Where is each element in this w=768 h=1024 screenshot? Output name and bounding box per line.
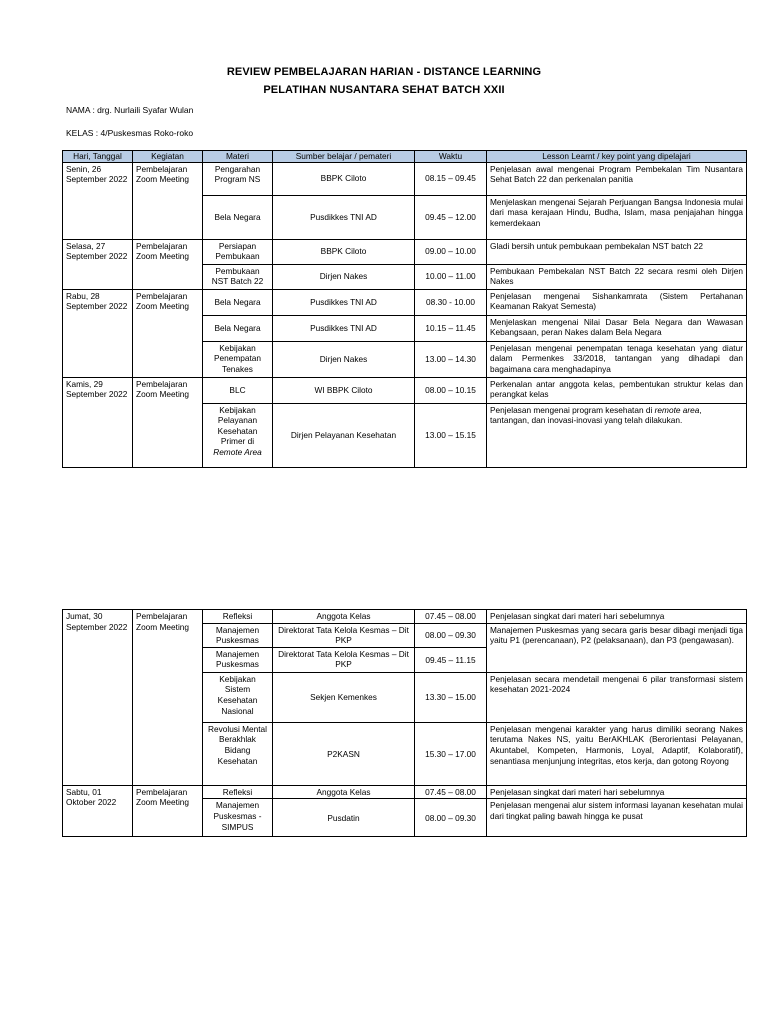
sumber-cell: BBPK Ciloto bbox=[273, 239, 415, 264]
waktu-cell: 09.00 – 10.00 bbox=[415, 239, 487, 264]
table-row bbox=[63, 610, 747, 624]
materi-cell: Bela Negara bbox=[203, 315, 273, 341]
header-kegiatan: Kegiatan bbox=[133, 151, 203, 163]
day-cell: Rabu, 28 September 2022 bbox=[63, 289, 133, 377]
materi-cell: Pembukaan NST Batch 22 bbox=[203, 264, 273, 289]
header-sumber: Sumber belajar / pemateri bbox=[273, 151, 415, 163]
materi-cell: Refleksi bbox=[203, 785, 273, 799]
waktu-cell: 08.00 – 10.15 bbox=[415, 377, 487, 403]
sumber-cell: Pusdikkes TNI AD bbox=[273, 315, 415, 341]
waktu-cell: 13.00 – 15.15 bbox=[415, 403, 487, 467]
sumber-cell: Direktorat Tata Kelola Kesmas – Dit PKP bbox=[273, 647, 415, 672]
waktu-cell: 08.15 – 09.45 bbox=[415, 162, 487, 195]
table-row bbox=[63, 289, 747, 315]
sumber-cell: Pusdikkes TNI AD bbox=[273, 195, 415, 239]
sumber-cell: Anggota Kelas bbox=[273, 610, 415, 624]
materi-cell: Persiapan Pembukaan bbox=[203, 239, 273, 264]
waktu-cell: 07.45 – 08.00 bbox=[415, 610, 487, 624]
activity-cell: Pembelajaran Zoom Meeting bbox=[133, 162, 203, 239]
materi-cell: Revolusi Mental Berakhlak Bidang Kesehatan bbox=[203, 722, 273, 785]
waktu-cell: 08.00 – 09.30 bbox=[415, 623, 487, 647]
lesson-cell: Menjelaskan mengenai Sejarah Perjuangan Bangsa Indonesia mulai dari masa kerajaan Hindu, Budha, Islam, masa penjajahan hingga kemerdekaan bbox=[487, 195, 747, 239]
activity-cell: Pembelajaran Zoom Meeting bbox=[133, 377, 203, 467]
header-hari-tanggal: Hari, Tanggal bbox=[63, 151, 133, 163]
activity-cell: Pembelajaran Zoom Meeting bbox=[133, 239, 203, 289]
waktu-cell: 15.30 – 17.00 bbox=[415, 722, 487, 785]
header-waktu: Waktu bbox=[415, 151, 487, 163]
schedule-table-page1 bbox=[62, 150, 747, 468]
waktu-cell: 08.00 – 09.30 bbox=[415, 799, 487, 837]
sumber-cell: Dirjen Nakes bbox=[273, 341, 415, 377]
materi-cell: Kebijakan Sistem Kesehatan Nasional bbox=[203, 672, 273, 722]
lesson-cell: Gladi bersih untuk pembukaan pembekalan NST batch 22 bbox=[487, 239, 747, 264]
waktu-cell: 08.30 - 10.00 bbox=[415, 289, 487, 315]
materi-text: Kebijakan Pelayanan Kesehatan Primer di bbox=[217, 404, 258, 447]
table-row bbox=[63, 239, 747, 264]
lesson-cell bbox=[487, 403, 747, 467]
day-cell: Jumat, 30 September 2022 bbox=[63, 610, 133, 786]
day-cell: Kamis, 29 September 2022 bbox=[63, 377, 133, 467]
materi-cell: Manajemen Puskesmas bbox=[203, 623, 273, 647]
header-lesson: Lesson Learnt / key point yang dipelajari bbox=[487, 151, 747, 163]
sumber-cell: WI BBPK Ciloto bbox=[273, 377, 415, 403]
kelas-field: KELAS : 4/Puskesmas Roko-roko bbox=[66, 128, 194, 138]
table-row bbox=[63, 785, 747, 799]
document-title: REVIEW PEMBELAJARAN HARIAN - DISTANCE LEARNING bbox=[226, 66, 542, 78]
lesson-cell: Penjelasan mengenai karakter yang harus dimiliki seorang Nakes terutama Nakes NS, yaitu BerAKHLAK (Berorientasi Pelayanan, Akuntabel, Kompeten, Harmonis, Loyal, Adaptif, Kolaboratif), senantiasa menjunjung integritas, etos kerja, dan gotong Royong bbox=[487, 722, 747, 785]
materi-cell: Bela Negara bbox=[203, 195, 273, 239]
lesson-cell: Penjelasan mengenai Sishankamrata (Sistem Pertahanan Keamanan Rakyat Semesta) bbox=[487, 289, 747, 315]
lesson-cell: Perkenalan antar anggota kelas, pembentukan struktur kelas dan perangkat kelas bbox=[487, 377, 747, 403]
materi-cell bbox=[203, 403, 273, 467]
waktu-cell: 07.45 – 08.00 bbox=[415, 785, 487, 799]
lesson-cell: Penjelasan secara mendetail mengenai 6 pilar transformasi sistem kesehatan 2021-2024 bbox=[487, 672, 747, 722]
sumber-cell: Pusdatin bbox=[273, 799, 415, 837]
lesson-cell: Penjelasan singkat dari materi hari sebelumnya bbox=[487, 785, 747, 799]
nama-field: NAMA : drg. Nurlaili Syafar Wulan bbox=[66, 105, 194, 115]
table-row bbox=[63, 377, 747, 403]
lesson-cell: Penjelasan awal mengenai Program Pembekalan Tim Nusantara Sehat Batch 22 dan perkenalan panitia bbox=[487, 162, 747, 195]
materi-cell: Pengarahan Program NS bbox=[203, 162, 273, 195]
day-cell: Senin, 26 September 2022 bbox=[63, 162, 133, 239]
materi-cell: BLC bbox=[203, 377, 273, 403]
sumber-cell: Dirjen Pelayanan Kesehatan bbox=[273, 403, 415, 467]
schedule-table-page2 bbox=[62, 609, 747, 837]
table-row bbox=[63, 162, 747, 195]
activity-cell: Pembelajaran Zoom Meeting bbox=[133, 610, 203, 786]
document-subtitle: PELATIHAN NUSANTARA SEHAT BATCH XXII bbox=[263, 84, 505, 96]
sumber-cell: Anggota Kelas bbox=[273, 785, 415, 799]
waktu-cell: 13.00 – 14.30 bbox=[415, 341, 487, 377]
lesson-cell: Menjelaskan mengenai Nilai Dasar Bela Negara dan Wawasan Kebangsaan, peran Nakes dalam Bela Negara bbox=[487, 315, 747, 341]
day-cell: Selasa, 27 September 2022 bbox=[63, 239, 133, 289]
waktu-cell: 09.45 – 12.00 bbox=[415, 195, 487, 239]
sumber-cell: BBPK Ciloto bbox=[273, 162, 415, 195]
activity-cell: Pembelajaran Zoom Meeting bbox=[133, 289, 203, 377]
sumber-cell: Dirjen Nakes bbox=[273, 264, 415, 289]
waktu-cell: 09.45 – 11.15 bbox=[415, 647, 487, 672]
materi-cell: Kebijakan Penempatan Tenakes bbox=[203, 341, 273, 377]
sumber-cell: Direktorat Tata Kelola Kesmas – Dit PKP bbox=[273, 623, 415, 647]
lesson-cell: Penjelasan mengenai penempatan tenaga kesehatan yang diatur dalam Permenkes 33/2018, tantangan yang dihadapi dan bagaimana cara menghadapinya bbox=[487, 341, 747, 377]
sumber-cell: Pusdikkes TNI AD bbox=[273, 289, 415, 315]
lesson-cell: Penjelasan singkat dari materi hari sebelumnya bbox=[487, 610, 747, 624]
lesson-cell: Pembukaan Pembekalan NST Batch 22 secara resmi oleh Dirjen Nakes bbox=[487, 264, 747, 289]
header-materi: Materi bbox=[203, 151, 273, 163]
materi-cell: Manajemen Puskesmas - SIMPUS bbox=[203, 799, 273, 837]
table-header-row bbox=[63, 151, 747, 163]
lesson-text-b: , tantangan, dan inovasi-inovasi yang telah dilakukan. bbox=[490, 404, 702, 426]
materi-emphasis: Remote Area bbox=[213, 447, 262, 458]
materi-cell: Bela Negara bbox=[203, 289, 273, 315]
lesson-text-a: Penjelasan mengenai program kesehatan di bbox=[490, 404, 653, 415]
lesson-emphasis: remote area bbox=[654, 404, 700, 415]
lesson-cell: Manajemen Puskesmas yang secara garis besar dibagi menjadi tiga yaitu P1 (perencanaan), P2 (pelaksanaan), dan P3 (pengawasan). bbox=[487, 623, 747, 672]
waktu-cell: 10.00 – 11.00 bbox=[415, 264, 487, 289]
day-cell: Sabtu, 01 Oktober 2022 bbox=[63, 785, 133, 837]
sumber-cell: Sekjen Kemenkes bbox=[273, 672, 415, 722]
activity-cell: Pembelajaran Zoom Meeting bbox=[133, 785, 203, 837]
sumber-cell: P2KASN bbox=[273, 722, 415, 785]
waktu-cell: 13.30 – 15.00 bbox=[415, 672, 487, 722]
materi-cell: Manajemen Puskesmas bbox=[203, 647, 273, 672]
materi-cell: Refleksi bbox=[203, 610, 273, 624]
lesson-cell: Penjelasan mengenai alur sistem informasi layanan kesehatan mulai dari tingkat paling bawah hingga ke pusat bbox=[487, 799, 747, 837]
waktu-cell: 10.15 – 11.45 bbox=[415, 315, 487, 341]
